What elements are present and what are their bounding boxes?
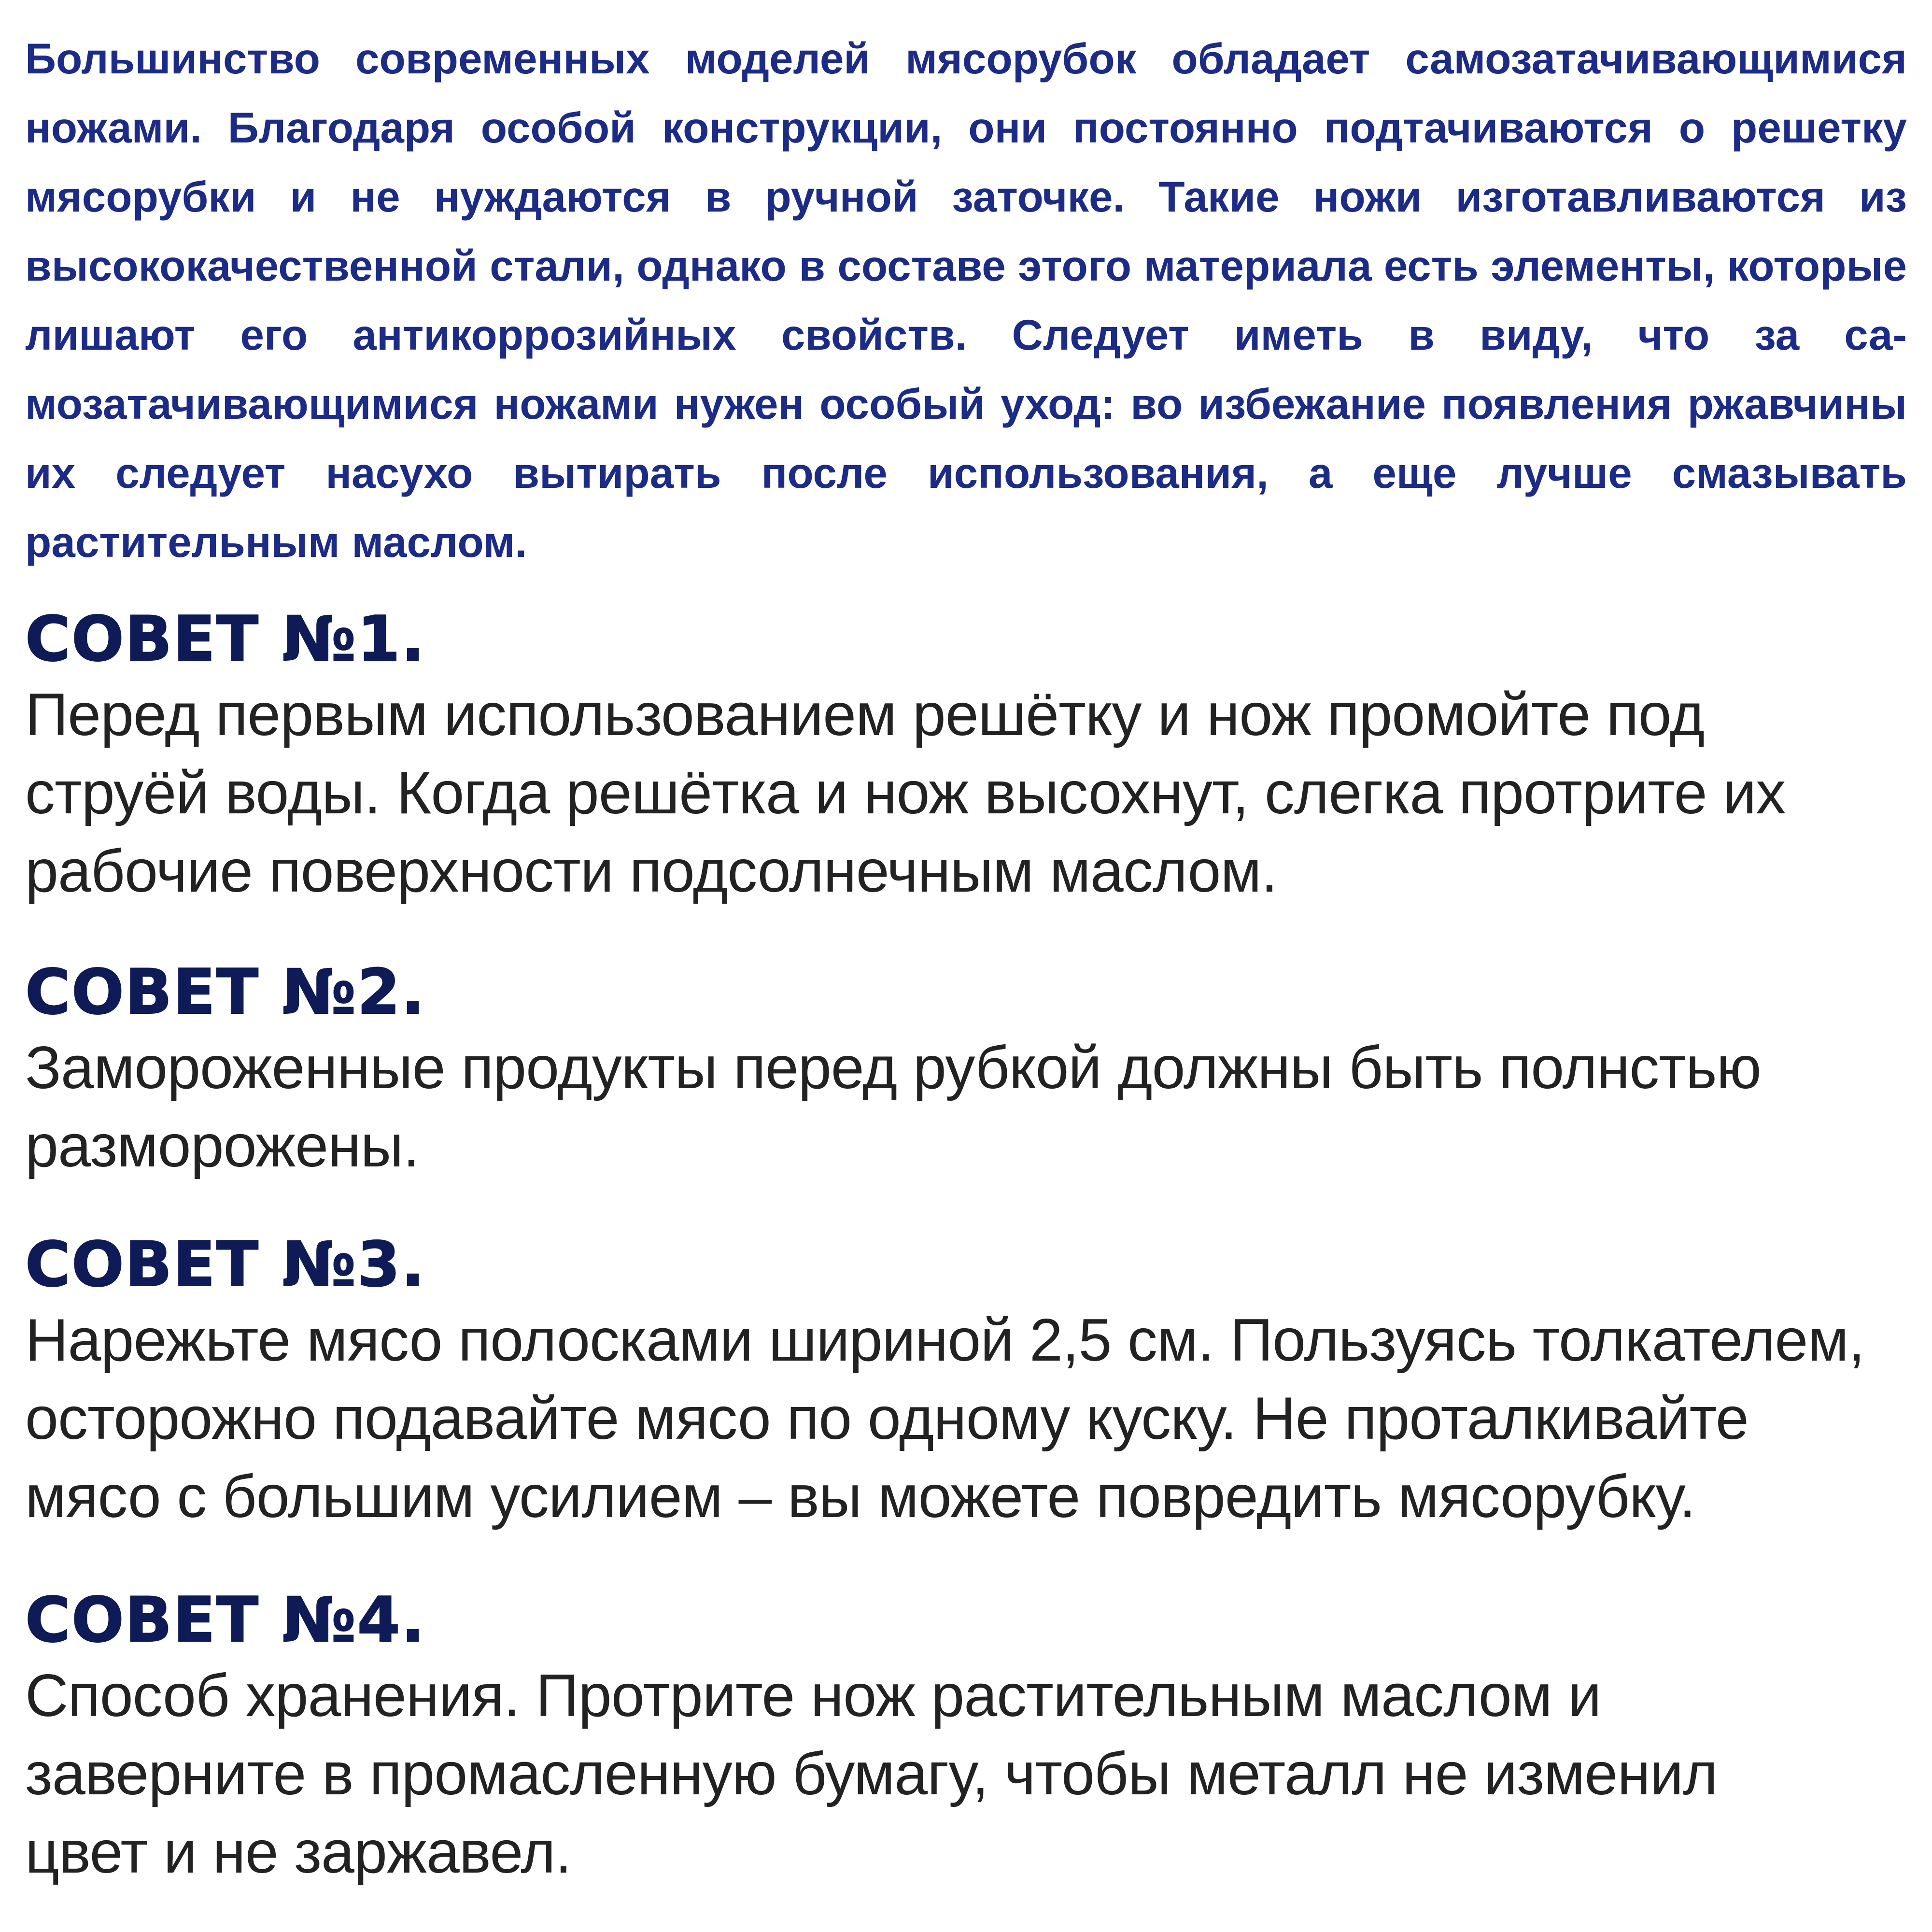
tip-3-line-2: осторожно подавайте мясо по одному куску. Не проталкивайте [25, 1385, 1749, 1452]
tip-3-line-1: Нарежьте мясо полосками шириной 2,5 см. Пользуясь толкателем, [25, 1307, 1865, 1374]
tip-3-line-3: мясо с большим усилием – вы можете повредить мясорубку. [25, 1463, 1695, 1530]
tip-3-text [25, 1301, 1907, 1536]
tip-3 [25, 1229, 1907, 1536]
intro-paragraph: Большинство современных моделей мясорубок обладает самозатачивающимися ножами. Благодаря особой конструкции, они постоянно подтачиваются о решетку мясорубки и не нуждаются в ручной заточке. Такие ножи изготавливаются из высококачественной стали, однако в составе этого материала есть элементы, которые лишают его антикоррозийных свойств. Следует иметь в виду, что за самозатачивающимися ножами нужен особый уход: во избежание появления ржавчины их следует насухо вытирать после использования, а еще лучше смазывать растительным маслом. [25, 34, 1907, 566]
tip-2 [25, 956, 1907, 1185]
tip-4 [25, 1584, 1907, 1891]
tip-4-line-3: цвет и не заржавел. [25, 1819, 572, 1886]
tip-1-line-1: Перед первым использованием решётку и нож промойте под [25, 682, 1705, 748]
tip-3-title: СОВЕТ №3. [25, 1229, 426, 1301]
tip-2-line-2: разморожены. [25, 1113, 420, 1179]
tip-1-text [25, 676, 1907, 910]
tip-2-line-1: Замороженные продукты перед рубкой должны быть полнстью [25, 1035, 1761, 1101]
tip-1-line-3: рабочие поверхности подсолнечным маслом. [25, 838, 1278, 905]
tip-1 [25, 603, 1907, 910]
tip-2-text [25, 1029, 1907, 1185]
tip-4-line-2: заверните в промасленную бумагу, чтобы металл не изменил [25, 1741, 1718, 1807]
tip-1-line-2: струёй воды. Когда решётка и нож высохнут, слегка протрите их [25, 760, 1786, 826]
tip-2-title: СОВЕТ №2. [25, 956, 426, 1028]
tip-4-title: СОВЕТ №4. [25, 1584, 426, 1656]
tip-1-title: СОВЕТ №1. [25, 603, 426, 675]
tip-4-text [25, 1657, 1907, 1891]
tip-4-line-1: Способ хранения. Протрите нож растительным маслом и [25, 1662, 1601, 1729]
